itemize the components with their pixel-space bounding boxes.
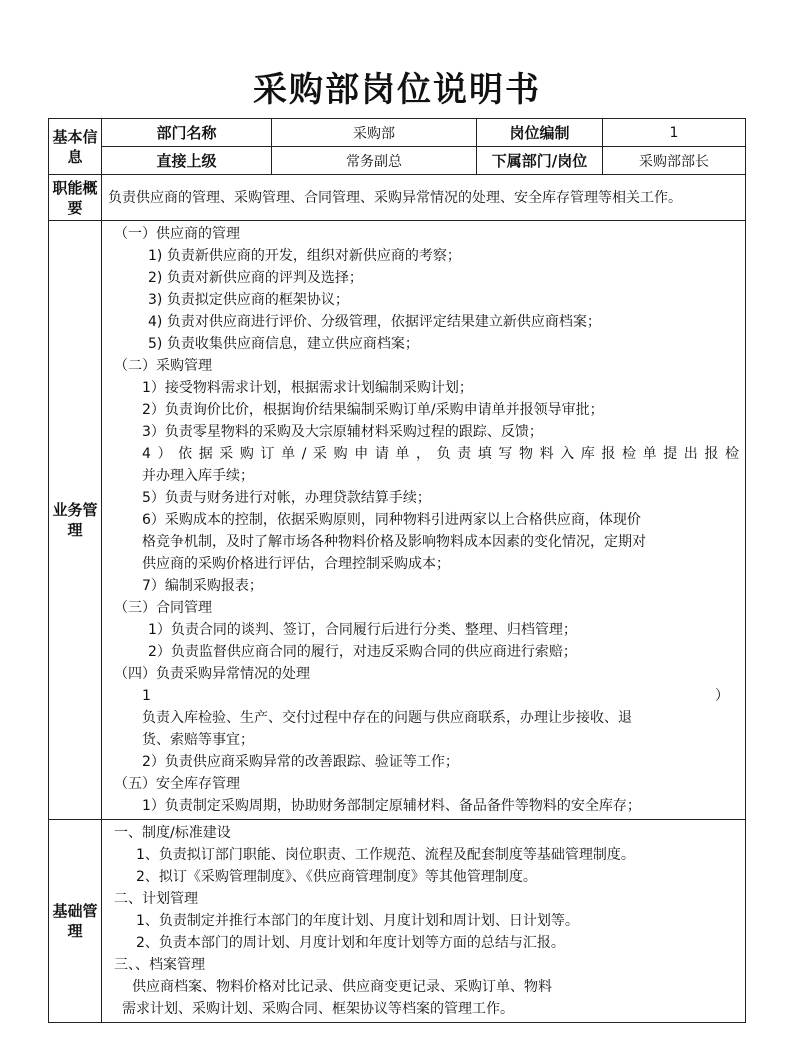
summary-text: 负责供应商的管理、采购管理、合同管理、采购异常情况的处理、安全库存管理等相关工作。 xyxy=(102,175,746,221)
foundation-content xyxy=(102,820,746,1023)
foundation-line: 二、计划管理 xyxy=(114,891,198,907)
business-line: 1) 负责新供应商的开发，组织对新供应商的考察； xyxy=(148,248,461,264)
dept-name-value: 采购部 xyxy=(272,119,477,147)
job-description-table xyxy=(48,118,746,1023)
business-line: 2）负责询价比价，根据询价结果编制采购订单/采购申请单并报领导审批； xyxy=(142,402,604,418)
business-label: 业务管理 xyxy=(49,221,102,820)
page-title: 采购部岗位说明书 xyxy=(253,70,541,110)
business-line: 货、索赔等事宜； xyxy=(142,732,254,748)
business-line: （五）安全库存管理 xyxy=(114,776,240,792)
post-quota-label: 岗位编制 xyxy=(477,119,603,147)
business-line: 5) 负责收集供应商信息，建立供应商档案； xyxy=(148,336,419,352)
foundation-row xyxy=(49,820,746,1023)
business-line: 并办理入库手续； xyxy=(142,468,254,484)
business-row xyxy=(49,221,746,820)
business-line: 2) 负责对新供应商的评判及选择； xyxy=(148,270,363,286)
foundation-line: 需求计划、采购计划、采购合同、框架协议等档案的管理工作。 xyxy=(122,1001,514,1017)
business-line: 4）依据采购订单/采购申请单，负责填写物料入库报检单提出报检 xyxy=(142,446,739,462)
subordinate-value: 采购部部长 xyxy=(603,147,746,175)
business-line: 4) 负责对供应商进行评价、分级管理，依据评定结果建立新供应商档案； xyxy=(148,314,601,330)
business-line: （四）负责采购异常情况的处理 xyxy=(114,666,310,682)
business-line: 7）编制采购报表； xyxy=(142,578,263,594)
foundation-line: 1、负责拟订部门职能、岗位职责、工作规范、流程及配套制度等基础管理制度。 xyxy=(136,847,635,863)
business-line: 2）负责监督供应商合同的履行，对违反采购合同的供应商进行索赔； xyxy=(148,644,577,660)
foundation-line: 1、负责制定并推行本部门的年度计划、月度计划和周计划、日计划等。 xyxy=(136,913,579,929)
business-line: 1）负责制定采购周期，协助财务部制定原辅材料、备品备件等物料的安全库存； xyxy=(142,798,641,814)
business-line: 负责入库检验、生产、交付过程中存在的问题与供应商联系，办理让步接收、退 xyxy=(142,710,632,726)
superior-label: 直接上级 xyxy=(102,147,272,175)
foundation-line: 一、制度/标准建设 xyxy=(114,825,231,841)
summary-row xyxy=(49,175,746,221)
business-line: 6）采购成本的控制，依据采购原则，同种物料引进两家以上合格供应商，体现价 xyxy=(142,512,641,528)
subordinate-label: 下属部门/岗位 xyxy=(477,147,603,175)
foundation-line: 供应商档案、物料价格对比记录、供应商变更记录、采购订单、物料 xyxy=(132,979,552,995)
business-line: （二）采购管理 xyxy=(114,358,212,374)
foundation-line: 三、、档案管理 xyxy=(114,957,205,973)
summary-label: 职能概要 xyxy=(49,175,102,221)
business-line xyxy=(108,685,739,707)
business-line-number: 1 xyxy=(142,688,151,704)
foundation-line: 2、拟订《采购管理制度》、《供应商管理制度》等其他管理制度。 xyxy=(136,869,537,885)
business-line: （一）供应商的管理 xyxy=(114,226,240,242)
business-line-paren: ） xyxy=(715,688,729,704)
business-line: 3）负责零星物料的采购及大宗原辅材料采购过程的跟踪、反馈； xyxy=(142,424,543,440)
superior-value: 常务副总 xyxy=(272,147,477,175)
basic-info-row-2 xyxy=(49,147,746,175)
basic-info-row-1 xyxy=(49,119,746,147)
business-line: 3) 负责拟定供应商的框架协议； xyxy=(148,292,349,308)
business-line: 2）负责供应商采购异常的改善跟踪、验证等工作； xyxy=(142,754,459,770)
business-line: （三）合同管理 xyxy=(114,600,212,616)
business-line: 5）负责与财务进行对帐，办理贷款结算手续； xyxy=(142,490,431,506)
dept-name-label: 部门名称 xyxy=(102,119,272,147)
foundation-label: 基础管理 xyxy=(49,820,102,1023)
business-line: 1）接受物料需求计划，根据需求计划编制采购计划； xyxy=(142,380,473,396)
business-content xyxy=(102,221,746,820)
basic-info-label: 基本信息 xyxy=(49,119,102,175)
foundation-line: 2、负责本部门的周计划、月度计划和年度计划等方面的总结与汇报。 xyxy=(136,935,565,951)
business-line: 供应商的采购价格进行评估，合理控制采购成本； xyxy=(142,556,450,572)
post-quota-value: 1 xyxy=(603,119,746,147)
business-line: 格竞争机制，及时了解市场各种物料价格及影响物料成本因素的变化情况，定期对 xyxy=(142,534,646,550)
business-line: 1）负责合同的谈判、签订，合同履行后进行分类、整理、归档管理； xyxy=(148,622,577,638)
